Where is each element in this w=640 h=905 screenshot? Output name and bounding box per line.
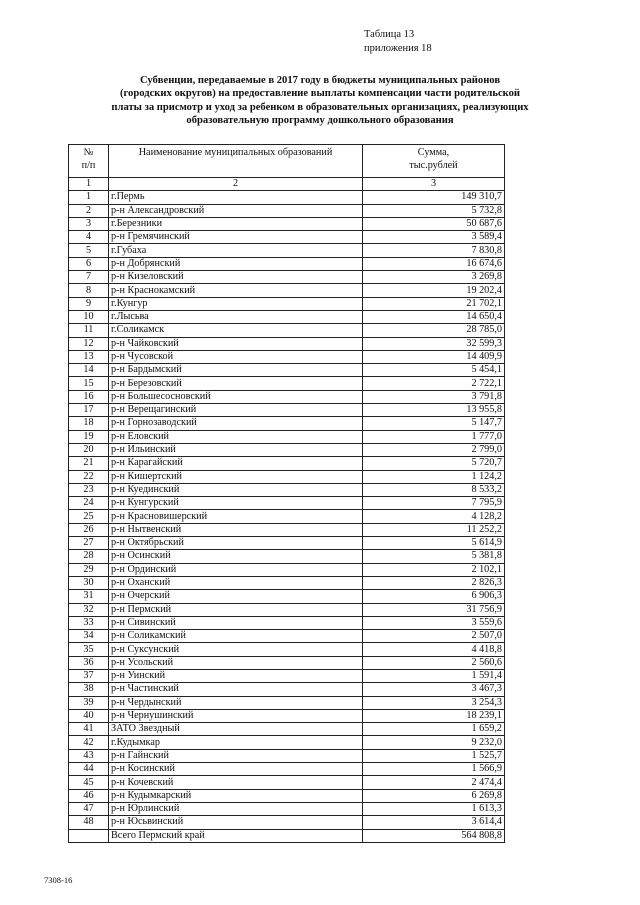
row-sum: 3 791,8 [363,390,505,403]
row-number: 6 [69,257,109,270]
row-number: 2 [69,204,109,217]
municipality-name: р-н Чайковский [109,337,363,350]
row-sum: 1 525,7 [363,749,505,762]
table-row [69,390,505,403]
table-row [69,231,505,244]
municipality-name: р-н Уинский [109,669,363,682]
row-sum: 3 467,3 [363,683,505,696]
row-sum: 5 720,7 [363,457,505,470]
municipality-name: р-н Усольский [109,656,363,669]
row-sum: 14 409,9 [363,350,505,363]
row-sum: 2 799,0 [363,443,505,456]
municipality-name: р-н Краснокамский [109,284,363,297]
row-number: 15 [69,377,109,390]
table-row [69,497,505,510]
row-number: 5 [69,244,109,257]
document-code: 7308-16 [44,875,73,885]
table-row [69,816,505,829]
table-row [69,204,505,217]
row-sum: 1 591,4 [363,669,505,682]
column-number: 1 [69,178,109,191]
table-row [69,630,505,643]
municipality-name: р-н Кудымкарский [109,789,363,802]
column-number: 2 [109,178,363,191]
row-sum: 11 252,2 [363,523,505,536]
table-row [69,537,505,550]
total-label: Всего Пермский край [109,829,363,842]
row-sum: 3 559,6 [363,616,505,629]
row-number: 42 [69,736,109,749]
row-number: 37 [69,669,109,682]
row-sum: 2 474,4 [363,776,505,789]
row-number: 28 [69,550,109,563]
appendix-number: приложения 18 [364,43,432,54]
municipality-name: р-н Горнозаводский [109,417,363,430]
row-sum: 3 614,4 [363,816,505,829]
row-number: 3 [69,217,109,230]
table-header-row [69,145,505,178]
municipality-name: р-н Частинский [109,683,363,696]
row-number: 13 [69,350,109,363]
row-number: 16 [69,390,109,403]
table-row [69,749,505,762]
municipality-name: р-н Оханский [109,576,363,589]
row-number: 34 [69,630,109,643]
total-sum: 564 808,8 [363,829,505,842]
row-sum: 2 102,1 [363,563,505,576]
municipality-name: р-н Нытвенский [109,523,363,536]
municipality-name: р-н Юрлинский [109,802,363,815]
municipality-name: г.Пермь [109,191,363,204]
table-row [69,271,505,284]
table-row [69,789,505,802]
table-row [69,377,505,390]
row-sum: 8 533,2 [363,483,505,496]
row-number: 21 [69,457,109,470]
municipality-name: р-н Александровский [109,204,363,217]
total-row [69,829,505,842]
table-row [69,683,505,696]
municipality-name: р-н Осинский [109,550,363,563]
row-number: 40 [69,709,109,722]
row-number: 1 [69,191,109,204]
row-number: 32 [69,603,109,616]
row-sum: 6 906,3 [363,590,505,603]
row-number: 44 [69,763,109,776]
row-sum: 21 702,1 [363,297,505,310]
municipality-name: р-н Косинский [109,763,363,776]
row-number: 47 [69,802,109,815]
table-row [69,457,505,470]
row-number: 10 [69,310,109,323]
municipality-name: р-н Соликамский [109,630,363,643]
table-row [69,470,505,483]
row-sum: 4 418,8 [363,643,505,656]
row-number: 9 [69,297,109,310]
row-number: 18 [69,417,109,430]
row-sum: 1 124,2 [363,470,505,483]
row-sum: 5 614,9 [363,537,505,550]
table-row [69,776,505,789]
row-sum: 1 566,9 [363,763,505,776]
row-sum: 6 269,8 [363,789,505,802]
table-row [69,510,505,523]
table-row [69,364,505,377]
table-row [69,669,505,682]
table-row [69,523,505,536]
municipality-name: г.Лысьва [109,310,363,323]
title-line: образовательную программу дошкольного образования [186,115,454,127]
row-number: 41 [69,723,109,736]
table-row [69,723,505,736]
table-row [69,324,505,337]
row-number: 24 [69,497,109,510]
municipality-name: р-н Юсьвинский [109,816,363,829]
table-row [69,550,505,563]
row-sum: 1 613,3 [363,802,505,815]
municipality-name: р-н Ильинский [109,443,363,456]
municipality-name: р-н Суксунский [109,643,363,656]
row-sum: 2 722,1 [363,377,505,390]
table-row [69,284,505,297]
municipality-name: р-н Куединский [109,483,363,496]
row-sum: 7 795,9 [363,497,505,510]
municipality-name: р-н Чернушинский [109,709,363,722]
municipality-name: р-н Красновишерский [109,510,363,523]
municipality-name: г.Кунгур [109,297,363,310]
table-row [69,763,505,776]
municipality-name: р-н Чердынский [109,696,363,709]
municipality-name: р-н Карагайский [109,457,363,470]
row-number: 4 [69,231,109,244]
municipality-name: г.Губаха [109,244,363,257]
municipality-name: р-н Очерский [109,590,363,603]
table-row [69,443,505,456]
row-sum: 1 659,2 [363,723,505,736]
row-number: 27 [69,537,109,550]
table-row [69,191,505,204]
table-row [69,417,505,430]
table-row [69,802,505,815]
title-line: платы за присмотр и уход за ребенком в образовательных организациях, реализующих [111,101,529,113]
row-number: 8 [69,284,109,297]
row-number: 17 [69,404,109,417]
municipality-name: р-н Октябрьский [109,537,363,550]
row-sum: 9 232,0 [363,736,505,749]
title-line: Субвенции, передаваемые в 2017 году в бюджеты муниципальных районов [139,75,501,86]
municipality-name: р-н Кишертский [109,470,363,483]
row-number: 36 [69,656,109,669]
row-number: 12 [69,337,109,350]
table-row [69,310,505,323]
municipality-name: р-н Большесосновский [109,390,363,403]
row-number: 38 [69,683,109,696]
table-row [69,337,505,350]
title-line: (городских округов) на предоставление выплаты компенсации части родительской [119,88,521,100]
row-sum: 28 785,0 [363,324,505,337]
table-row [69,603,505,616]
row-sum: 50 687,6 [363,217,505,230]
municipality-name: р-н Гайнский [109,749,363,762]
row-number: 30 [69,576,109,589]
row-sum: 2 560,6 [363,656,505,669]
row-sum: 14 650,4 [363,310,505,323]
row-number: 48 [69,816,109,829]
table-row [69,404,505,417]
table-row [69,656,505,669]
table-row [69,616,505,629]
row-number: 45 [69,776,109,789]
table-row [69,576,505,589]
row-sum: 31 756,9 [363,603,505,616]
row-sum: 32 599,3 [363,337,505,350]
municipality-name: р-н Пермский [109,603,363,616]
municipality-name: р-н Чусовской [109,350,363,363]
table-row [69,350,505,363]
row-number: 35 [69,643,109,656]
table-row [69,244,505,257]
municipality-name: р-н Еловский [109,430,363,443]
table-row [69,217,505,230]
table-number: Таблица 13 [364,29,415,40]
municipality-name: г.Кудымкар [109,736,363,749]
row-sum: 18 239,1 [363,709,505,722]
row-sum: 1 777,0 [363,430,505,443]
row-number: 43 [69,749,109,762]
row-sum: 3 269,8 [363,271,505,284]
row-sum: 2 826,3 [363,576,505,589]
row-number: 20 [69,443,109,456]
table-row [69,643,505,656]
row-number: 11 [69,324,109,337]
table-row [69,483,505,496]
municipality-name: р-н Кизеловский [109,271,363,284]
row-number: 14 [69,364,109,377]
row-number: 39 [69,696,109,709]
header-sum: Сумма, тыс.рублей [363,145,505,178]
row-sum: 149 310,7 [363,191,505,204]
header-name: Наименование муниципальных образований [109,145,363,178]
row-number: 31 [69,590,109,603]
table-row [69,736,505,749]
row-sum: 5 454,1 [363,364,505,377]
row-sum: 16 674,6 [363,257,505,270]
municipality-name: р-н Верещагинский [109,404,363,417]
municipality-name: р-н Кунгурский [109,497,363,510]
row-sum: 4 128,2 [363,510,505,523]
municipality-name: р-н Гремячинский [109,231,363,244]
table-row [69,590,505,603]
row-sum: 3 254,3 [363,696,505,709]
row-sum: 5 381,8 [363,550,505,563]
row-sum: 5 732,8 [363,204,505,217]
municipality-name: р-н Бардымский [109,364,363,377]
table-row [69,430,505,443]
municipality-name: р-н Добрянский [109,257,363,270]
table-row [69,257,505,270]
row-number: 29 [69,563,109,576]
row-number: 22 [69,470,109,483]
document-title [70,74,570,128]
municipality-name: р-н Кочевский [109,776,363,789]
table-row [69,696,505,709]
row-sum: 5 147,7 [363,417,505,430]
municipality-name: г.Березники [109,217,363,230]
column-numbers-row [69,178,505,191]
municipality-name: г.Соликамск [109,324,363,337]
table-row [69,709,505,722]
total-empty-cell [69,829,109,842]
row-number: 19 [69,430,109,443]
municipality-name: ЗАТО Звездный [109,723,363,736]
row-number: 7 [69,271,109,284]
municipality-name: р-н Сивинский [109,616,363,629]
table-row [69,563,505,576]
column-number: 3 [363,178,505,191]
row-sum: 2 507,0 [363,630,505,643]
header-no: № п/п [69,145,109,178]
row-sum: 7 830,8 [363,244,505,257]
table-row [69,297,505,310]
subsidy-table [68,144,505,843]
row-number: 33 [69,616,109,629]
row-sum: 19 202,4 [363,284,505,297]
row-number: 46 [69,789,109,802]
row-sum: 3 589,4 [363,231,505,244]
row-number: 23 [69,483,109,496]
table-reference [364,28,432,56]
municipality-name: р-н Ординский [109,563,363,576]
municipality-name: р-н Березовский [109,377,363,390]
row-sum: 13 955,8 [363,404,505,417]
row-number: 26 [69,523,109,536]
row-number: 25 [69,510,109,523]
